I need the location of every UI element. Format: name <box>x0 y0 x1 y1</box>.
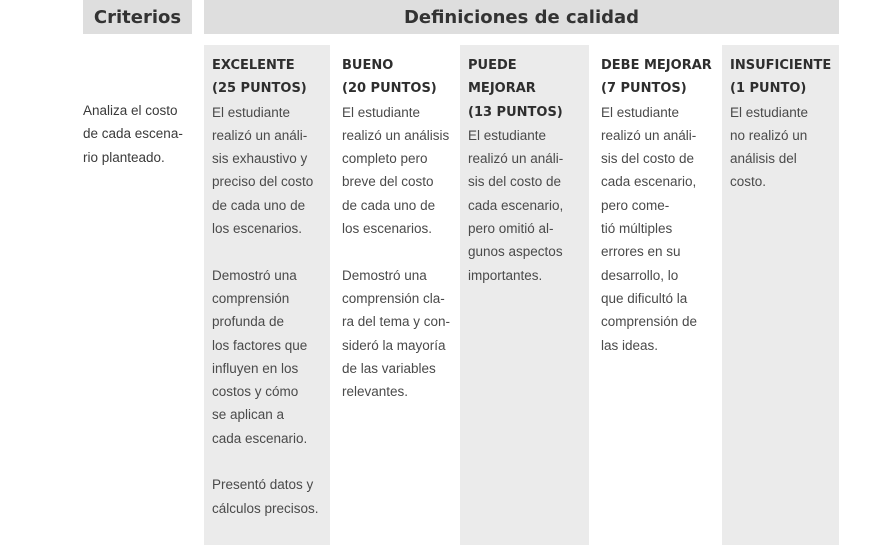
level-title: INSUFICIENTE (1 PUNTO) <box>730 58 832 97</box>
level-description: El estudiante no realizó un análisis del costo. <box>730 104 809 190</box>
level-column-insuficiente <box>722 45 839 545</box>
criterion-text: Analiza el costo de cada escena- rio planteado. <box>83 103 183 165</box>
level-description: El estudiante realizó un análisis completo pero breve del costo de cada uno de los escenarios. Demostró una comprensión cla- ra del tema y con- sideró la mayoría de las variables relevantes. <box>342 104 451 400</box>
criterios-header <box>83 0 192 34</box>
level-column-excelente <box>204 45 330 545</box>
level-column-debe-mejorar <box>593 45 719 545</box>
level-column-bueno <box>334 45 460 545</box>
definiciones-header-label: Definiciones de calidad <box>403 6 640 28</box>
definiciones-header <box>204 0 839 34</box>
level-title: DEBE MEJORAR (7 PUNTOS) <box>601 58 712 97</box>
level-description: El estudiante realizó un análi- sis exhaustivo y preciso del costo de cada uno de los escenarios. Demostró una comprensión profunda de los factores que influyen en los costos y cómo se aplican a cada escenario. Presentó datos y cálculos precisos. <box>212 104 319 516</box>
level-title: BUENO (20 PUNTOS) <box>342 58 437 97</box>
level-description: El estudiante realizó un análi- sis del costo de cada escenario, pero omitió al- gunos aspectos importantes. <box>468 127 564 283</box>
level-description: El estudiante realizó un análi- sis del costo de cada escenario, pero come- tió múltiples errores en su desarrollo, lo que dificultó la comprensión de las ideas. <box>601 104 698 353</box>
level-column-puede-mejorar <box>460 45 589 545</box>
criterios-header-label: Criterios <box>93 6 182 28</box>
level-title: EXCELENTE (25 PUNTOS) <box>212 58 307 97</box>
level-title: PUEDE MEJORAR (13 PUNTOS) <box>468 58 563 120</box>
